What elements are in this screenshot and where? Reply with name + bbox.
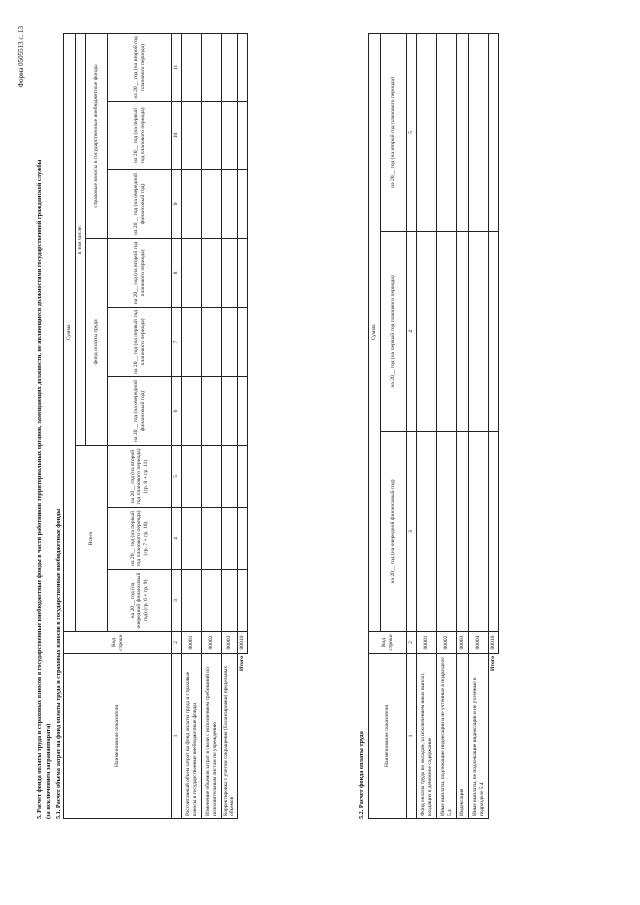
- data-cell[interactable]: [222, 446, 238, 508]
- table-row: [469, 33, 489, 818]
- data-cell[interactable]: [237, 102, 247, 170]
- row-name: Иные выплаты, не подлежащие индексации и не учтенные в подразделе 5.4: [469, 654, 489, 819]
- table-row: [182, 33, 202, 818]
- row-name: Изменение объемов затрат в связи с исполнением требований по исполнительным листам по учреждению: [202, 654, 222, 819]
- data-cell[interactable]: [237, 239, 247, 308]
- data-cell[interactable]: [202, 308, 222, 377]
- row-code: 00002: [202, 632, 222, 654]
- data-cell[interactable]: [182, 446, 202, 508]
- t1-fot-col: на 20__ год (на второй год планового периода): [108, 239, 172, 308]
- itogo-row: [237, 33, 247, 818]
- itogo-code: 00010: [237, 632, 247, 654]
- data-cell[interactable]: [237, 570, 247, 632]
- section-5-2-title: 5.2. Расчет фонда оплаты труда: [358, 731, 365, 819]
- t1-col-number: 4: [172, 508, 182, 570]
- row-name: Корректировка с учетом сокращения (балансировки) предельных объемов: [222, 654, 238, 819]
- table-row: [457, 33, 469, 818]
- row-name: Фонд оплаты труда по окладам, за исключением иных выплат, входящих в денежное содержание: [417, 654, 437, 819]
- data-cell[interactable]: [457, 232, 469, 432]
- t1-header-incl: в том числе:: [76, 33, 86, 445]
- t2-header-name: Наименование показателя: [369, 654, 407, 819]
- t1-ins-col: на 20__ год (на первый год планового периода): [108, 102, 172, 170]
- data-cell[interactable]: [417, 33, 437, 231]
- section-5-subtitle: (за исключением загранаппарата): [45, 723, 52, 819]
- section-5-1-title: 5.1. Расчет объема затрат на фонд оплаты труда и страховых взносов в государственные внебюджетные фонды: [55, 508, 62, 819]
- data-cell[interactable]: [182, 102, 202, 170]
- data-cell[interactable]: [202, 102, 222, 170]
- data-cell[interactable]: [417, 432, 437, 632]
- data-cell[interactable]: [489, 232, 499, 432]
- data-cell[interactable]: [202, 170, 222, 239]
- row-name: Индексация: [457, 654, 469, 819]
- data-cell[interactable]: [182, 170, 202, 239]
- table-5-1: [63, 33, 248, 819]
- data-cell[interactable]: [222, 308, 238, 377]
- row-code: 00002: [437, 632, 457, 654]
- form-number: Форма 0505513 с. 13: [17, 26, 25, 88]
- t2-sum-col: на 20__ год (на очередной финансовый год): [381, 432, 407, 632]
- table-row: [222, 33, 238, 818]
- itogo-row: [489, 33, 499, 818]
- data-cell[interactable]: [469, 33, 489, 231]
- t1-col-number: 11: [172, 33, 182, 101]
- t1-col-number: 10: [172, 102, 182, 170]
- t1-header-sums: Сумма: [64, 33, 76, 631]
- data-cell[interactable]: [182, 508, 202, 570]
- t1-header-name: Наименование показателя: [64, 654, 172, 819]
- data-cell[interactable]: [182, 308, 202, 377]
- data-cell[interactable]: [437, 232, 457, 432]
- t2-header-code: Код строки: [369, 632, 407, 654]
- data-cell[interactable]: [489, 33, 499, 231]
- data-cell[interactable]: [237, 446, 247, 508]
- itogo-label: Итого: [490, 656, 497, 672]
- t1-header-total: Всего: [76, 446, 108, 632]
- data-cell[interactable]: [202, 377, 222, 446]
- data-cell[interactable]: [202, 239, 222, 308]
- table-row: [202, 33, 222, 818]
- itogo-label: Итого: [239, 656, 246, 672]
- row-code: 00003: [222, 632, 238, 654]
- data-cell[interactable]: [417, 232, 437, 432]
- t1-ins-col: на 20__ год (на очередной финансовый год): [108, 170, 172, 239]
- table-row: [437, 33, 457, 818]
- t2-sum-col: на 20__ год (на первый год планового периода): [381, 232, 407, 432]
- data-cell[interactable]: [202, 570, 222, 632]
- data-cell[interactable]: [222, 170, 238, 239]
- data-cell[interactable]: [182, 33, 202, 101]
- data-cell[interactable]: [222, 102, 238, 170]
- row-name: Иные выплаты, подлежащие индексации и не учтенные в подразделе 5.4: [437, 654, 457, 819]
- t2-header-sums: Сумма: [369, 33, 381, 631]
- data-cell[interactable]: [457, 432, 469, 632]
- t2-col-number: 2: [407, 632, 417, 654]
- t1-col-number: 5: [172, 446, 182, 508]
- section-5-title: 5. Расчет фонда оплаты труда и страховых взносов в государственные внебюджетные фонды в части работников территориальных органов, замещающих должности, не являющиеся должностями государственной гражданской службы: [36, 159, 43, 819]
- t2-sum-col: на 20__ год (на второй год планового периода): [381, 33, 407, 231]
- t1-fot-col: на 20__ год (на очередной финансовый год): [108, 377, 172, 446]
- row-name: Рассчитанный объем затрат на фонд оплаты труда и страховые взносы в государственные внебюджетные фонды: [182, 654, 202, 819]
- t1-header-code: Код строки: [64, 632, 172, 654]
- data-cell[interactable]: [237, 308, 247, 377]
- data-cell[interactable]: [437, 432, 457, 632]
- row-code: 00001: [417, 632, 437, 654]
- row-code: 00003: [457, 632, 469, 654]
- data-cell[interactable]: [469, 432, 489, 632]
- itogo-code: 00010: [489, 632, 499, 654]
- t1-ins-col: на 20__ год (на второй год планового периода): [108, 33, 172, 101]
- data-cell[interactable]: [237, 377, 247, 446]
- t1-col-number: 8: [172, 239, 182, 308]
- t1-total-col: на 20__ год (на первый год планового периода) (гр. 7 + гр. 10): [108, 508, 172, 570]
- table-5-2: [368, 33, 499, 819]
- row-code: 00004: [469, 632, 489, 654]
- table-row: [417, 33, 437, 818]
- t1-total-col: на 20__ год (на очередной финансовый год) (гр. 6 + гр. 9): [108, 570, 172, 632]
- t2-col-number: 3: [407, 432, 417, 632]
- data-cell[interactable]: [237, 508, 247, 570]
- t2-col-number: 5: [407, 33, 417, 231]
- t1-col-number: 7: [172, 308, 182, 377]
- t1-total-col: на 20__ год (на второй год планового периода) (гр. 8 + гр. 11): [108, 446, 172, 508]
- data-cell[interactable]: [182, 377, 202, 446]
- data-cell[interactable]: [222, 33, 238, 101]
- t1-col-number: 6: [172, 377, 182, 446]
- data-cell[interactable]: [182, 239, 202, 308]
- t1-col-number: 1: [172, 654, 182, 819]
- data-cell[interactable]: [237, 170, 247, 239]
- data-cell[interactable]: [222, 508, 238, 570]
- data-cell[interactable]: [202, 446, 222, 508]
- data-cell[interactable]: [222, 570, 238, 632]
- t2-col-number: 1: [407, 654, 417, 819]
- data-cell[interactable]: [469, 232, 489, 432]
- data-cell[interactable]: [457, 33, 469, 231]
- data-cell[interactable]: [182, 570, 202, 632]
- t1-header-fot: фонд оплаты труда: [86, 239, 108, 446]
- row-code: 00001: [182, 632, 202, 654]
- t2-col-number: 4: [407, 232, 417, 432]
- t1-header-ins: страховые взносы в государственные внебюджетные фонды: [86, 33, 108, 238]
- data-cell[interactable]: [222, 377, 238, 446]
- t1-col-number: 3: [172, 570, 182, 632]
- data-cell[interactable]: [437, 33, 457, 231]
- data-cell[interactable]: [237, 33, 247, 101]
- t1-col-number: 9: [172, 170, 182, 239]
- data-cell[interactable]: [202, 33, 222, 101]
- t1-col-number: 2: [172, 632, 182, 654]
- data-cell[interactable]: [489, 432, 499, 632]
- t1-fot-col: на 20__ год (на первый год планового периода): [108, 308, 172, 377]
- data-cell[interactable]: [202, 508, 222, 570]
- data-cell[interactable]: [222, 239, 238, 308]
